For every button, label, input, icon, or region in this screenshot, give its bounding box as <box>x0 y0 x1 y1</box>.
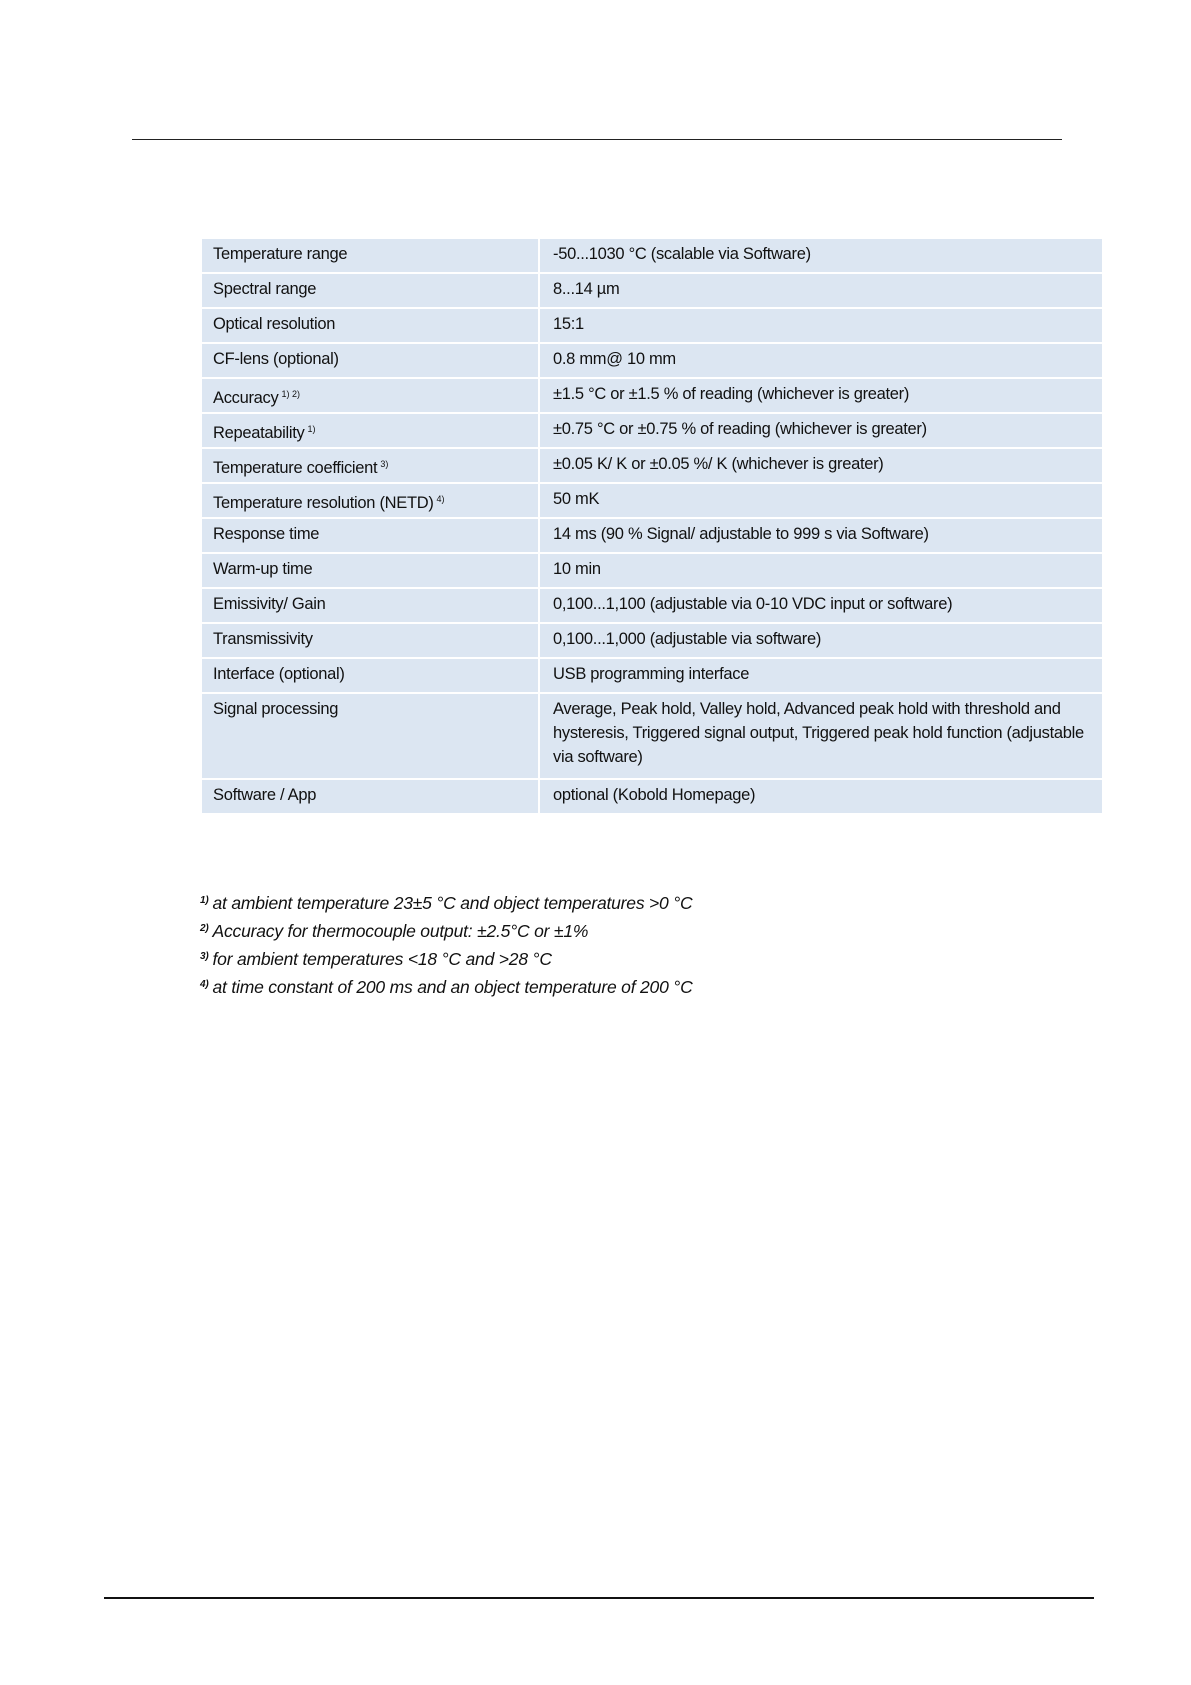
table-row <box>201 448 1103 483</box>
spec-label: Temperature coefficient $^{3)}$ <box>201 448 539 483</box>
footnote-text: at ambient temperature 23±5 °C and object temperatures >0 °C <box>212 893 693 913</box>
footnote-reference: 1) 2) <box>281 389 300 399</box>
footnote-mark: 4) <box>200 979 209 990</box>
spec-label: Interface (optional) <box>201 658 539 693</box>
spec-value: optional (Kobold Homepage) <box>539 779 1103 814</box>
table-row <box>201 343 1103 378</box>
spec-value: ±0.75 °C or ±0.75 % of reading (whichever is greater) <box>539 413 1103 448</box>
spec-label: Optical resolution <box>201 308 539 343</box>
spec-label: Signal processing <box>201 693 539 779</box>
footnote-text: at time constant of 200 ms and an object temperature of 200 °C <box>212 977 693 997</box>
footnote-reference: 1) <box>307 424 316 434</box>
footnote-reference: 3) <box>380 459 389 469</box>
footnote <box>200 972 960 1000</box>
table-row <box>201 658 1103 693</box>
spec-label: Software / App <box>201 779 539 814</box>
spec-value: 0.8 mm@ 10 mm <box>539 343 1103 378</box>
spec-value: ±1.5 °C or ±1.5 % of reading (whichever is greater) <box>539 378 1103 413</box>
table-row <box>201 483 1103 518</box>
spec-label: Response time <box>201 518 539 553</box>
footnotes <box>200 888 960 1000</box>
footnote-text: Accuracy for thermocouple output: ±2.5°C or ±1% <box>212 921 589 941</box>
footnote-mark: 3) <box>200 951 209 962</box>
table-row <box>201 273 1103 308</box>
spec-label: Accuracy $^{1) 2)}$ <box>201 378 539 413</box>
spec-value: 50 mK <box>539 483 1103 518</box>
table-row <box>201 553 1103 588</box>
table-row <box>201 413 1103 448</box>
spec-value: 15:1 <box>539 308 1103 343</box>
spec-label: Emissivity/ Gain <box>201 588 539 623</box>
footnote <box>200 944 960 972</box>
spec-value: 14 ms (90 % Signal/ adjustable to 999 s via Software) <box>539 518 1103 553</box>
footnote <box>200 916 960 944</box>
footnote-mark: 1) <box>200 895 209 906</box>
spec-value: 8...14 µm <box>539 273 1103 308</box>
spec-label: Temperature resolution (NETD) $^{4)}$ <box>201 483 539 518</box>
spec-label: Transmissivity <box>201 623 539 658</box>
spec-value: Average, Peak hold, Valley hold, Advanced peak hold with threshold and hysteresis, Triggered signal output, Triggered peak hold function (adjustable via software) <box>539 693 1103 779</box>
spec-label: CF-lens (optional) <box>201 343 539 378</box>
table-row <box>201 588 1103 623</box>
spec-value: 10 min <box>539 553 1103 588</box>
spec-label: Warm-up time <box>201 553 539 588</box>
footnote-text: for ambient temperatures <18 °C and >28 °C <box>212 949 552 969</box>
spec-label: Spectral range <box>201 273 539 308</box>
footer-rule <box>104 1597 1094 1599</box>
table-row <box>201 238 1103 273</box>
header-rule <box>132 139 1062 140</box>
table-row <box>201 693 1103 779</box>
spec-value: 0,100...1,100 (adjustable via 0-10 VDC input or software) <box>539 588 1103 623</box>
table-row <box>201 623 1103 658</box>
table-row <box>201 779 1103 814</box>
spec-value: -50...1030 °C (scalable via Software) <box>539 238 1103 273</box>
spec-value: USB programming interface <box>539 658 1103 693</box>
specifications-table <box>200 237 1104 815</box>
spec-label: Repeatability $^{1)}$ <box>201 413 539 448</box>
table-row <box>201 378 1103 413</box>
table-row <box>201 308 1103 343</box>
spec-value: 0,100...1,000 (adjustable via software) <box>539 623 1103 658</box>
spec-label: Temperature range <box>201 238 539 273</box>
spec-value: ±0.05 K/ K or ±0.05 %/ K (whichever is greater) <box>539 448 1103 483</box>
footnote <box>200 888 960 916</box>
footnote-reference: 4) <box>436 494 445 504</box>
footnote-mark: 2) <box>200 923 209 934</box>
table-row <box>201 518 1103 553</box>
